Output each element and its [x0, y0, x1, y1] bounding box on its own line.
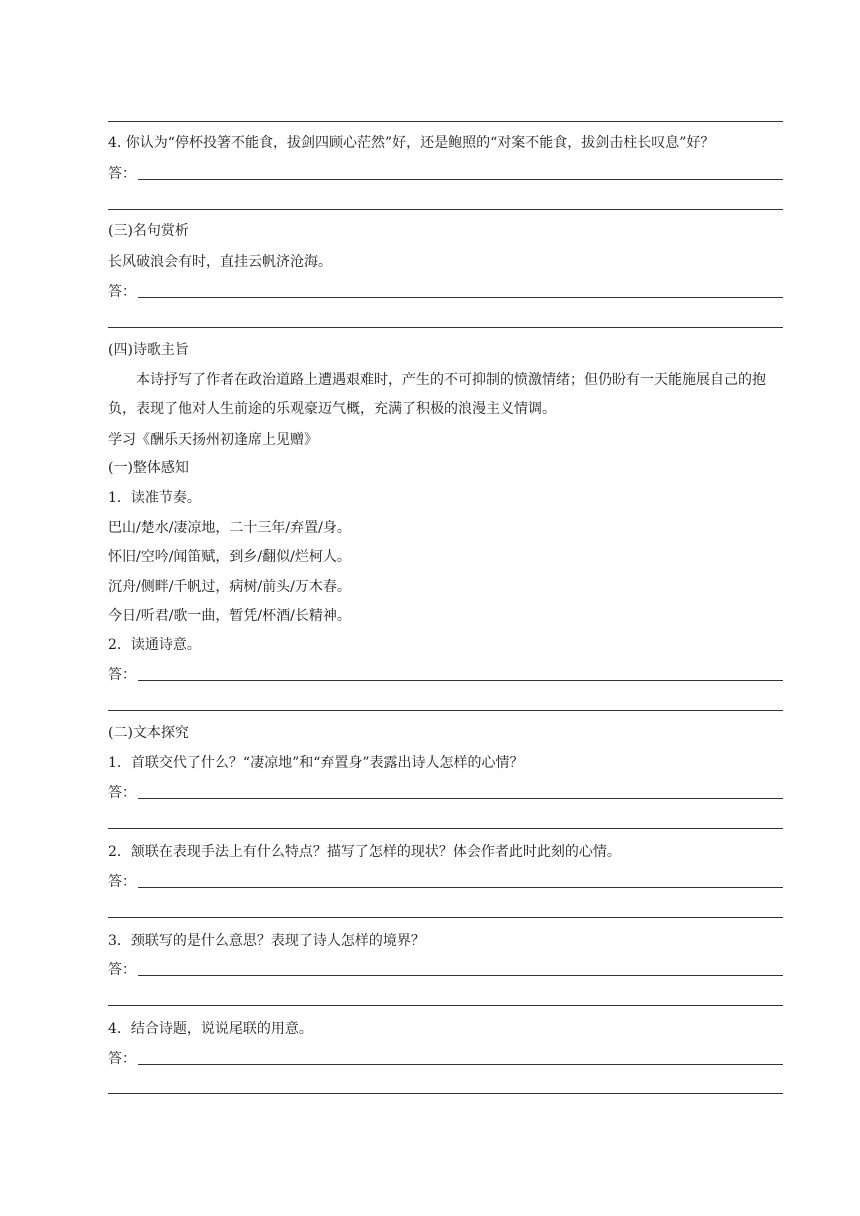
section-heading-famous-lines: (三)名句赏析	[108, 223, 189, 239]
answer-blank-line[interactable]	[138, 887, 783, 888]
poem-line: 沉舟/侧畔/千帆过，病树/前头/万木春。	[108, 579, 351, 595]
answer-blank-line[interactable]	[108, 1093, 783, 1094]
answer-row[interactable]	[108, 665, 784, 687]
poem-line: 巴山/楚水/凄凉地，二十三年/弃置/身。	[108, 520, 351, 536]
answer-label: 答：	[108, 785, 136, 801]
answer-blank-line[interactable]	[138, 798, 783, 799]
answer-blank-line[interactable]	[108, 710, 783, 711]
answer-blank-line[interactable]	[108, 327, 783, 328]
section-heading-overall-perception: (一)整体感知	[108, 460, 189, 476]
study-title: 学习《酬乐天扬州初逢席上见赠》	[108, 432, 318, 448]
poem-theme-paragraph: 本诗抒写了作者在政治道路上遭遇艰难时，产生的不可抑制的愤激情绪；但仍盼有一天能施展自己的抱负，表现了他对人生前途的乐观豪迈气概，充满了积极的浪漫主义情调。	[108, 372, 766, 417]
item-read-meaning: 2．读通诗意。	[108, 637, 201, 653]
answer-blank-line[interactable]	[138, 975, 783, 976]
question-4-poem-comparison: 4. 你认为“停杯投箸不能食，拔剑四顾心茫然”好，还是鲍照的“对案不能食，拔剑击柱长叹息”好？	[108, 135, 715, 151]
answer-blank-line[interactable]	[108, 1005, 783, 1006]
answer-row[interactable]	[108, 783, 784, 805]
answer-row[interactable]	[108, 1049, 784, 1071]
section-heading-text-exploration: (二)文本探究	[108, 725, 189, 741]
poem-line: 今日/听君/歌一曲，暂凭/杯酒/长精神。	[108, 608, 351, 624]
answer-blank-line[interactable]	[138, 1064, 783, 1065]
poem-line: 怀旧/空吟/闻笛赋，到乡/翻似/烂柯人。	[108, 549, 351, 565]
answer-label: 答：	[108, 874, 136, 890]
answer-label: 答：	[108, 962, 136, 978]
answer-blank-line[interactable]	[108, 209, 783, 210]
answer-blank-line[interactable]	[138, 179, 783, 180]
answer-row[interactable]	[108, 164, 784, 186]
question-4-last-couplet: 4．结合诗题，说说尾联的用意。	[108, 1021, 313, 1037]
answer-blank-line[interactable]	[108, 121, 783, 122]
answer-label: 答：	[108, 1051, 136, 1067]
question-3-third-couplet: 3．颈联写的是什么意思？表现了诗人怎样的境界？	[108, 933, 425, 949]
answer-blank-line[interactable]	[108, 917, 783, 918]
question-1-first-couplet: 1．首联交代了什么？“凄凉地”和“弃置身”表露出诗人怎样的心情？	[108, 755, 524, 771]
famous-line-quote: 长风破浪会有时，直挂云帆济沧海。	[108, 254, 332, 270]
answer-blank-line[interactable]	[138, 680, 783, 681]
answer-label: 答：	[108, 667, 136, 683]
section-heading-poem-theme: (四)诗歌主旨	[108, 342, 189, 358]
answer-row[interactable]	[108, 282, 784, 304]
answer-row[interactable]	[108, 960, 784, 982]
answer-blank-line[interactable]	[108, 828, 783, 829]
question-2-second-couplet: 2．颔联在表现手法上有什么特点？描写了怎样的现状？体会作者此时此刻的心情。	[108, 844, 621, 860]
answer-blank-line[interactable]	[138, 297, 783, 298]
item-read-rhythm: 1．读准节奏。	[108, 490, 201, 506]
answer-row[interactable]	[108, 872, 784, 894]
answer-label: 答：	[108, 284, 136, 300]
answer-label: 答：	[108, 166, 136, 182]
